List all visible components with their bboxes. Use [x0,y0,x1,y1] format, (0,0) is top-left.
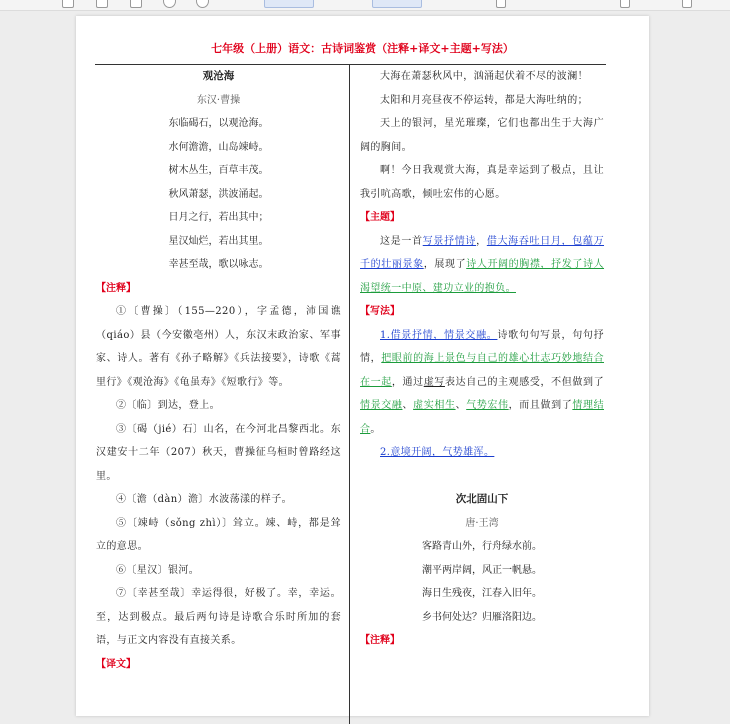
note-item: ④〔澹（dàn）澹〕水波荡漾的样子。 [116,494,293,505]
theme-highlight: 诗人开阔的胸襟，抒发了诗人渴望统一中原、建功立业的抱负。 [360,259,605,294]
technique-highlight: 情景交融 [360,400,403,411]
notes-heading: 【注释】 [360,635,400,646]
poem-title: 观沧海 [202,70,235,82]
toolbar-button[interactable] [264,0,314,8]
toolbar-button[interactable] [130,0,142,8]
technique-highlight: 把眼前的海上景色与自己的雄心壮志巧妙地结合在一起 [360,353,604,388]
poem-line: 树木丛生，百草丰茂。 [168,165,269,176]
note-item: ⑥〔星汉〕银河。 [116,564,200,576]
technique-text: 、 [402,400,414,411]
toolbar-button[interactable] [196,0,209,8]
toolbar [0,0,730,11]
technique-text: 、 [455,400,467,411]
toolbar-button[interactable] [620,0,630,8]
toolbar-button[interactable] [163,0,176,8]
right-column [360,65,604,653]
poem-line: 东临碣石，以观沧海。 [168,118,269,129]
poem-line: 水何澹澹，山岛竦峙。 [168,141,269,153]
toolbar-button[interactable] [62,0,74,8]
note-item: ③〔碣（jié）石〕山名，在今河北昌黎西北。东汉建安十二年（207）秋天，曹操征乌桓时曾路经这里。 [96,423,341,482]
theme-text: 这是一首 [380,235,423,247]
theme-heading: 【主题】 [360,212,400,223]
note-item: ①〔曹操〕（155—220），字孟德，沛国谯（qiáo）县（今安徽亳州）人，东汉末政治家、军事家、诗人。著有《孙子略解》《兵法接要》，诗歌《蒿里行》《观沧海》《龟虽寿》《短歌行》等。 [96,306,341,388]
poem-author: 唐·王湾 [465,517,499,529]
theme-text: ，展现了 [423,259,467,270]
poem-line: 幸甚至哉，歌以咏志。 [168,259,269,270]
document-title: 七年级（上册）语文：古诗词鉴赏（注释+译文+主题+写法） [211,42,514,55]
left-column [96,65,341,676]
translation-line: 天上的银河，星光璀璨，它们也都出生于大海广阔的胸间。 [360,118,604,153]
technique-highlight: 情理结合 [360,400,604,435]
note-item: ②〔临〕到达，登上。 [116,400,220,411]
technique-highlight: 气势宏伟 [466,400,509,411]
theme-highlight: 写景抒情诗 [422,235,477,247]
document-page [76,16,649,716]
translation-line: 啊！今日我观赏大海，真是幸运到了极点，且让我引吭高歌，倾吐宏伟的心愿。 [360,165,604,200]
technique-text: ，而且做到了 [508,400,573,411]
poem-line: 乡书何处达？归雁洛阳边。 [422,611,542,623]
poem-author: 东汉·曹操 [196,94,241,106]
poem-line: 潮平两岸阔，风正一帆悬。 [422,564,542,576]
theme-text: ， [476,235,487,247]
technique-text: 诗歌句句写景，句句抒情， [360,329,604,364]
poem-line: 海日生残夜，江春入旧年。 [422,588,542,599]
note-item: ⑦〔幸甚至哉〕幸运得很，好极了。幸，幸运。至，达到极点。最后两句诗是诗歌合乐时所加的套语，与正文内容没有直接关系。 [96,588,341,646]
poem-line: 客路青山外，行舟绿水前。 [422,541,542,552]
translation-line: 大海在萧瑟秋风中，汹涌起伏着不尽的波澜！ [380,71,588,82]
translation-line: 太阳和月亮昼夜不停运转，都是大海吐纳的； [380,94,588,106]
toolbar-button[interactable] [682,0,692,8]
column-divider [349,64,350,724]
technique-heading: 【写法】 [360,306,400,317]
poem-title: 次北固山下 [455,493,509,505]
theme-paragraph [360,230,604,301]
note-item: ⑤〔竦峙（sǒng zhì）〕耸立。竦、峙，都是耸立的意思。 [96,517,341,552]
poem-line: 秋风萧瑟，洪波涌起。 [168,188,269,200]
notes-heading: 【注释】 [96,282,136,294]
technique-paragraph [360,324,604,442]
technique-subheading: 1.借景抒情，情景交融。 [380,329,498,341]
theme-highlight: 借大海吞吐日月，包蕴万千的壮丽景象 [360,235,605,270]
technique-text: ，通过 [391,376,424,388]
poem-line: 日月之行，若出其中； [168,212,269,223]
toolbar-button[interactable] [496,0,506,8]
technique-text: 表达自己的主观感受，不但做到了 [444,376,605,388]
toolbar-button[interactable] [96,0,108,8]
technique-highlight: 虚写 [423,376,445,388]
technique-highlight: 虚实相生 [413,400,456,411]
translation-heading: 【译文】 [96,658,136,670]
technique-subheading: 2.意境开阔，气势雄浑。 [380,447,495,458]
toolbar-button[interactable] [372,0,422,8]
technique-text: 。 [370,423,381,435]
poem-line: 星汉灿烂，若出其里。 [168,235,269,247]
technique-paragraph [360,441,604,465]
